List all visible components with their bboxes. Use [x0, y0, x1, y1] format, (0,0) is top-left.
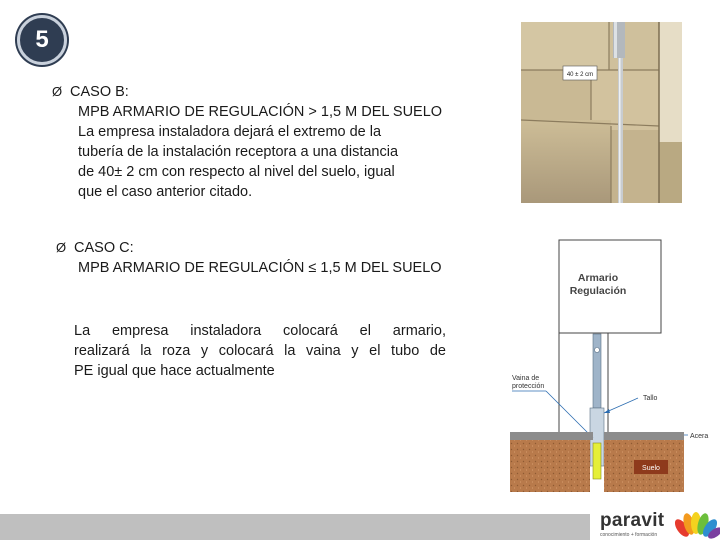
logo-name: paravit: [600, 510, 665, 531]
case-c-body: [74, 321, 446, 381]
case-b-heading: [52, 82, 442, 122]
case-c-line: La empresa instaladora colocará el armario,: [74, 323, 446, 339]
diagram-suelo-label: Suelo: [642, 465, 660, 472]
diagram-box-line2: Regulación: [569, 285, 627, 297]
paravit-logo: [596, 508, 720, 540]
diagram-acera-label: Acera: [690, 433, 709, 440]
case-c-subtitle: MPB ARMARIO DE REGULACIÓN ≤ 1,5 M DEL SUELO: [78, 260, 442, 276]
case-c-line: PE igual que hace actualmente: [74, 363, 275, 379]
case-b-line: tubería de la instalación receptora a una distancia: [78, 144, 399, 160]
case-c-title: CASO C:: [74, 240, 134, 256]
installation-diagram: [510, 238, 720, 496]
case-c-line: realizará la roza y colocará la vaina y el tubo de: [74, 343, 446, 359]
case-c-heading: [56, 238, 442, 278]
diagram-tallo-label: Tallo: [643, 395, 658, 402]
case-b-subtitle: MPB ARMARIO DE REGULACIÓN > 1,5 M DEL SUELO: [78, 104, 443, 120]
footer-bar: [0, 514, 590, 540]
wall-pipe-photo: [521, 22, 682, 203]
case-b-title: CASO B:: [70, 84, 129, 100]
diagram-box-line1: Armario: [577, 272, 619, 284]
case-b-line: La empresa instaladora dejará el extremo de la: [78, 124, 382, 140]
case-b-body: [78, 122, 398, 202]
logo-tagline: conocimiento + formación: [600, 532, 658, 538]
diagram-vaina-line2: protección: [512, 383, 545, 390]
case-b-line: que el caso anterior citado.: [78, 184, 253, 200]
slide-number-badge: [17, 15, 67, 65]
arrow-bullet-icon: Ø: [52, 84, 63, 99]
diagram-vaina-line1: Vaina de: [512, 375, 540, 382]
case-b-line: de 40± 2 cm con respecto al nivel del suelo, igual: [78, 164, 395, 180]
slide-number: 5: [35, 26, 49, 53]
photo-label: 40 ± 2 cm: [566, 72, 594, 78]
arrow-bullet-icon: Ø: [56, 240, 67, 255]
logo-leaves-icon: [672, 510, 720, 540]
